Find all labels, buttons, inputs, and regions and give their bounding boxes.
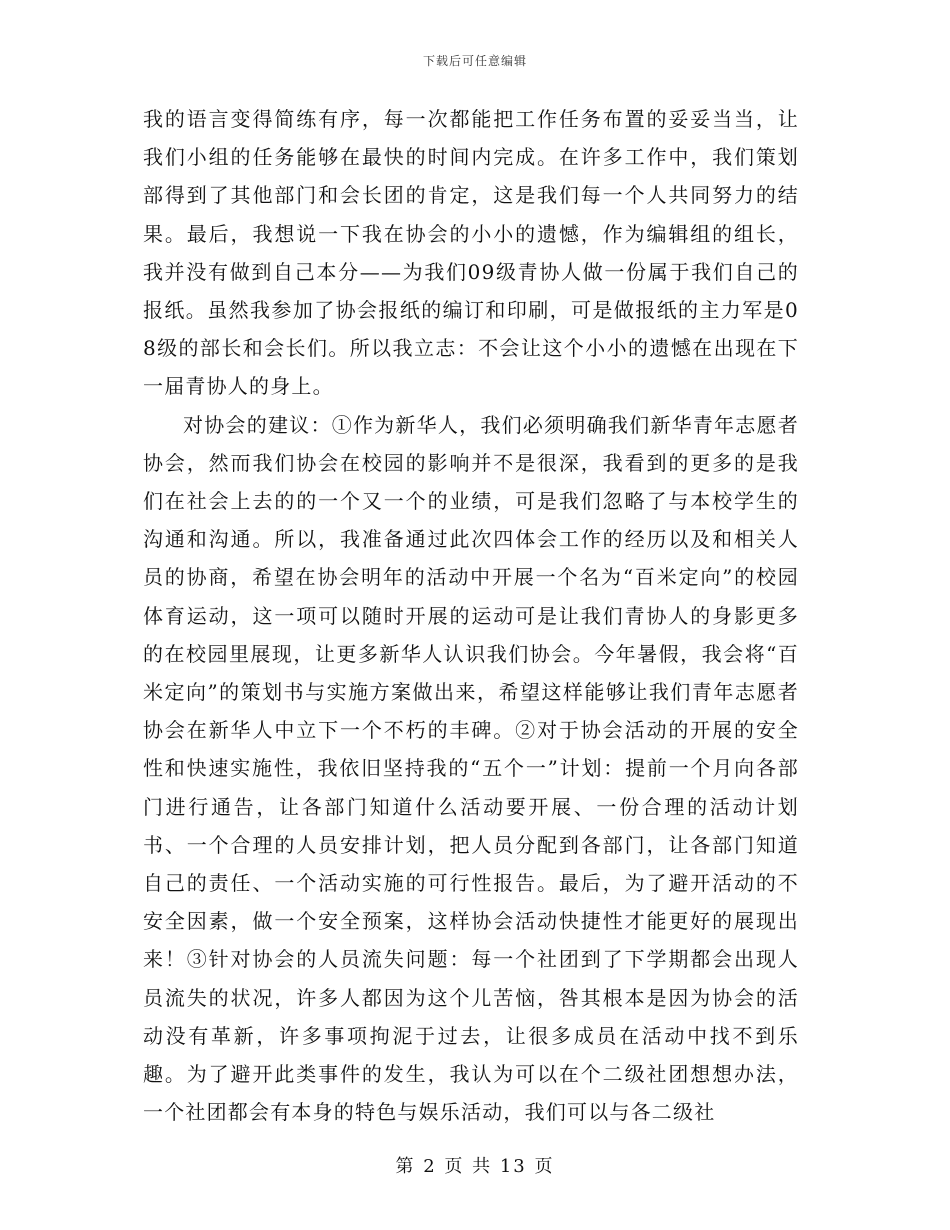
page-number-footer: 第 2 页 共 13 页 [395, 1156, 555, 1177]
paragraph-suggestions: 对协会的建议：①作为新华人，我们必须明确我们新华青年志愿者协会，然而我们协会在校园的影响并不是很深，我看到的更多的是我们在社会上去的的一个又一个的业绩，可是我们忽略了与本校学生的沟通和沟通。所以，我准备通过此次四体会工作的经历以及和相关人员的协商，希望在协会明年的活动中开展一个名为“百米定向”的校园体育运动，这一项可以随时开展的运动可是让我们青协人的身影更多的在校园里展现，让更多新华人认识我们协会。今年暑假，我会将“百米定向”的策划书与实施方案做出来，希望这样能够让我们青年志愿者协会在新华人中立下一个不朽的丰碑。②对于协会活动的开展的安全性和快速实施性，我依旧坚持我的“五个一”计划：提前一个月向各部门进行通告，让各部门知道什么活动要开展、一份合理的活动计划书、一个合理的人员安排计划，把人员分配到各部门，让各部门知道自己的责任、一个活动实施的可行性报告。最后，为了避开活动的不安全因素，做一个安全预案，这样协会活动快捷性才能更好的展现出来！③针对协会的人员流失问题：每一个社团到了下学期都会出现人员流失的状况，许多人都因为这个儿苦恼，咎其根本是因为协会的活动没有革新，许多事项拘泥于过去，让很多成员在活动中找不到乐趣。为了避开此类事件的发生，我认为可以在个二级社团想想办法，一个社团都会有本身的特色与娱乐活动，我们可以与各二级社 [143, 412, 799, 1125]
paragraph-reflection: 我的语言变得简练有序，每一次都能把工作任务布置的妥妥当当，让我们小组的任务能够在最快的时间内完成。在许多工作中，我们策划部得到了其他部门和会长团的肯定，这是我们每一个人共同努力的结果。最后，我想说一下我在协会的小小的遗憾，作为编辑组的组长，我并没有做到自己本分——为我们09级青协人做一份属于我们自己的报纸。虽然我参加了协会报纸的编订和印刷，可是做报纸的主力军是08级的部长和会长们。所以我立志：不会让这个小小的遗憾在出现在下一届青协人的身上。 [143, 107, 799, 399]
document-body [143, 100, 799, 1131]
page-header-note: 下载后可任意编辑 [422, 54, 527, 68]
